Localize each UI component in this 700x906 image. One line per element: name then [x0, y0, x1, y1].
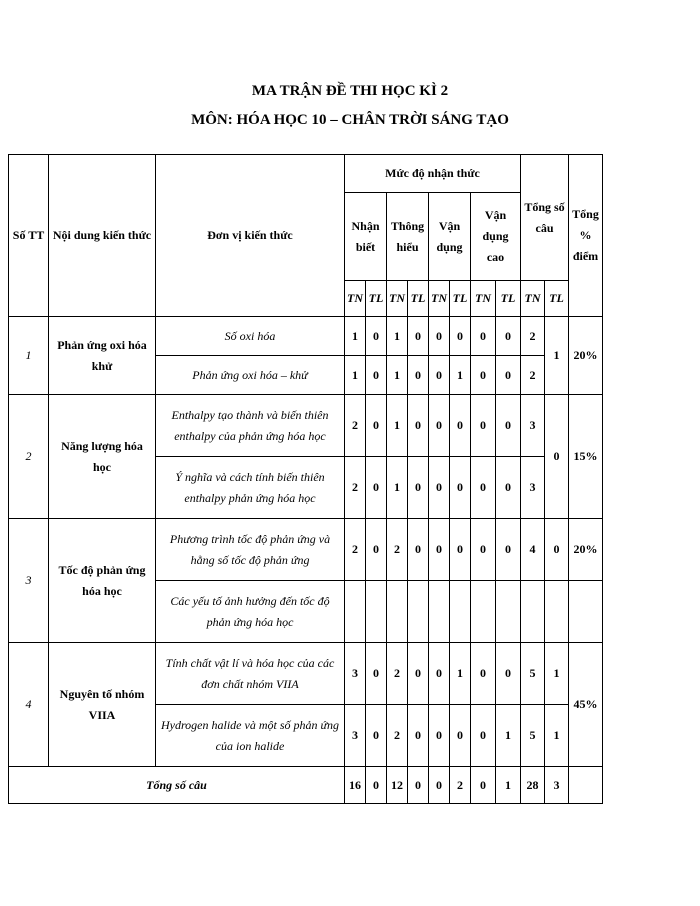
cell-total-tn	[521, 581, 545, 643]
row-content: Năng lượng hóa học	[49, 395, 156, 519]
table-row	[9, 395, 603, 457]
cell-value: 2	[387, 519, 408, 581]
level-thong-hieu: Thông hiểu	[387, 193, 429, 281]
page-title: MA TRẬN ĐỀ THI HỌC KÌ 2	[251, 83, 449, 99]
cell-value: 0	[471, 643, 496, 705]
total-value: 0	[408, 767, 429, 804]
header-total-questions: Tổng số câu	[521, 155, 569, 281]
cell-value: 0	[366, 395, 387, 457]
total-tl: 3	[545, 767, 569, 804]
totals-label: Tổng số câu	[9, 767, 345, 804]
cell-value: 0	[471, 317, 496, 356]
row-stt: 3	[9, 519, 49, 643]
cell-value: 0	[408, 356, 429, 395]
row-unit: Phản ứng oxi hóa – khử	[156, 356, 345, 395]
cell-total-tn: 3	[521, 457, 545, 519]
tl-label: TL	[545, 281, 569, 317]
total-value: 16	[345, 767, 366, 804]
cell-total-tl: 1	[545, 643, 569, 705]
total-value: 0	[366, 767, 387, 804]
cell-value: 0	[450, 457, 471, 519]
cell-value: 1	[387, 395, 408, 457]
tn-label: TN	[521, 281, 545, 317]
total-value: 0	[471, 767, 496, 804]
cell-value: 0	[408, 643, 429, 705]
total-value: 1	[496, 767, 521, 804]
cell-value	[429, 581, 450, 643]
row-content: Tốc độ phản ứng hóa học	[49, 519, 156, 643]
cell-value: 0	[496, 356, 521, 395]
cell-total-tn: 4	[521, 519, 545, 581]
cell-value: 2	[387, 705, 408, 767]
cell-percent: 45%	[569, 643, 603, 767]
cell-value	[496, 581, 521, 643]
cell-value: 0	[496, 457, 521, 519]
cell-value: 0	[408, 317, 429, 356]
cell-value: 0	[496, 519, 521, 581]
cell-percent: 20%	[569, 519, 603, 581]
cell-value: 0	[471, 356, 496, 395]
cell-total-tn: 5	[521, 705, 545, 767]
cell-value: 0	[471, 519, 496, 581]
total-value: 0	[429, 767, 450, 804]
cell-value: 0	[496, 395, 521, 457]
cell-value: 0	[429, 356, 450, 395]
cell-value	[366, 581, 387, 643]
row-unit: Hydrogen halide và một số phản ứng của ion halide	[156, 705, 345, 767]
cell-value: 0	[366, 317, 387, 356]
table-row	[9, 519, 603, 581]
row-content: Nguyên tố nhóm VIIA	[49, 643, 156, 767]
row-stt: 2	[9, 395, 49, 519]
total-value: 12	[387, 767, 408, 804]
cell-value: 0	[366, 705, 387, 767]
tn-label: TN	[345, 281, 366, 317]
cell-value: 2	[345, 395, 366, 457]
cell-value: 0	[496, 317, 521, 356]
header-content: Nội dung kiến thức	[49, 155, 156, 317]
cell-value: 1	[387, 356, 408, 395]
cell-value: 0	[366, 643, 387, 705]
row-stt: 1	[9, 317, 49, 395]
cell-value: 0	[429, 395, 450, 457]
total-tn: 28	[521, 767, 545, 804]
cell-value: 0	[366, 457, 387, 519]
tl-label: TL	[496, 281, 521, 317]
cell-total-tl: 1	[545, 317, 569, 395]
cell-value: 0	[366, 519, 387, 581]
cell-value: 2	[387, 643, 408, 705]
cell-percent: 20%	[569, 317, 603, 395]
cell-value: 2	[345, 457, 366, 519]
cell-value: 1	[496, 705, 521, 767]
header-unit: Đơn vị kiến thức	[156, 155, 345, 317]
cell-value: 0	[429, 705, 450, 767]
cell-value: 1	[450, 356, 471, 395]
tn-label: TN	[429, 281, 450, 317]
cell-value: 0	[450, 395, 471, 457]
tn-label: TN	[387, 281, 408, 317]
header-total-percent: Tổng % điểm	[569, 155, 603, 317]
cell-value: 0	[450, 317, 471, 356]
cell-percent	[569, 581, 603, 643]
cell-total-tn: 3	[521, 395, 545, 457]
cell-value: 0	[408, 457, 429, 519]
header-stt: Số TT	[9, 155, 49, 317]
cell-value: 0	[429, 643, 450, 705]
cell-value: 3	[345, 643, 366, 705]
level-van-dung: Vận dụng	[429, 193, 471, 281]
cell-value	[450, 581, 471, 643]
row-content: Phản ứng oxi hóa khử	[49, 317, 156, 395]
cell-value: 0	[408, 395, 429, 457]
cell-value: 0	[471, 705, 496, 767]
cell-value: 0	[408, 705, 429, 767]
cell-value: 0	[496, 643, 521, 705]
row-unit: Tính chất vật lí và hóa học của các đơn chất nhóm VIIA	[156, 643, 345, 705]
cell-value	[345, 581, 366, 643]
cell-value: 2	[345, 519, 366, 581]
cell-percent: 15%	[569, 395, 603, 519]
cell-value: 1	[345, 317, 366, 356]
cell-value: 0	[429, 519, 450, 581]
cell-value: 0	[471, 457, 496, 519]
row-unit: Số oxi hóa	[156, 317, 345, 356]
row-stt: 4	[9, 643, 49, 767]
tl-label: TL	[408, 281, 429, 317]
cell-value: 1	[387, 457, 408, 519]
row-unit: Ý nghĩa và cách tính biến thiên enthalpy phản ứng hóa học	[156, 457, 345, 519]
cell-value	[387, 581, 408, 643]
cell-value: 0	[366, 356, 387, 395]
level-van-dung-cao: Vận dụng cao	[471, 193, 521, 281]
cell-total-tn: 5	[521, 643, 545, 705]
cell-value: 0	[429, 457, 450, 519]
totals-row	[9, 767, 603, 804]
cell-value: 0	[471, 395, 496, 457]
level-nhan-biet: Nhận biết	[345, 193, 387, 281]
cell-total-tn: 2	[521, 356, 545, 395]
tl-label: TL	[450, 281, 471, 317]
tn-label: TN	[471, 281, 496, 317]
cell-total-tl: 1	[545, 705, 569, 767]
total-value: 2	[450, 767, 471, 804]
row-unit: Enthalpy tạo thành và biến thiên enthalpy của phản ứng hóa học	[156, 395, 345, 457]
tl-label: TL	[366, 281, 387, 317]
cell-value: 3	[345, 705, 366, 767]
header-row	[9, 155, 603, 193]
table-row	[9, 643, 603, 705]
cell-value: 1	[345, 356, 366, 395]
cell-value: 0	[429, 317, 450, 356]
cell-value: 0	[450, 519, 471, 581]
page-subtitle: MÔN: HÓA HỌC 10 – CHÂN TRỜI SÁNG TẠO	[191, 112, 509, 128]
row-unit: Các yếu tố ảnh hưởng đến tốc độ phản ứng hóa học	[156, 581, 345, 643]
cell-value	[408, 581, 429, 643]
cell-total-tl	[545, 581, 569, 643]
cell-value: 0	[450, 705, 471, 767]
row-unit: Phương trình tốc độ phản ứng và hằng số tốc độ phản ứng	[156, 519, 345, 581]
cell-total-tl: 0	[545, 519, 569, 581]
cell-total-tl: 0	[545, 395, 569, 519]
exam-matrix-table	[8, 154, 603, 804]
table-row	[9, 317, 603, 356]
header-cognitive: Mức độ nhận thức	[345, 155, 521, 193]
cell-value: 0	[408, 519, 429, 581]
total-percent	[569, 767, 603, 804]
cell-value: 1	[450, 643, 471, 705]
cell-total-tn: 2	[521, 317, 545, 356]
cell-value: 1	[387, 317, 408, 356]
cell-value	[471, 581, 496, 643]
